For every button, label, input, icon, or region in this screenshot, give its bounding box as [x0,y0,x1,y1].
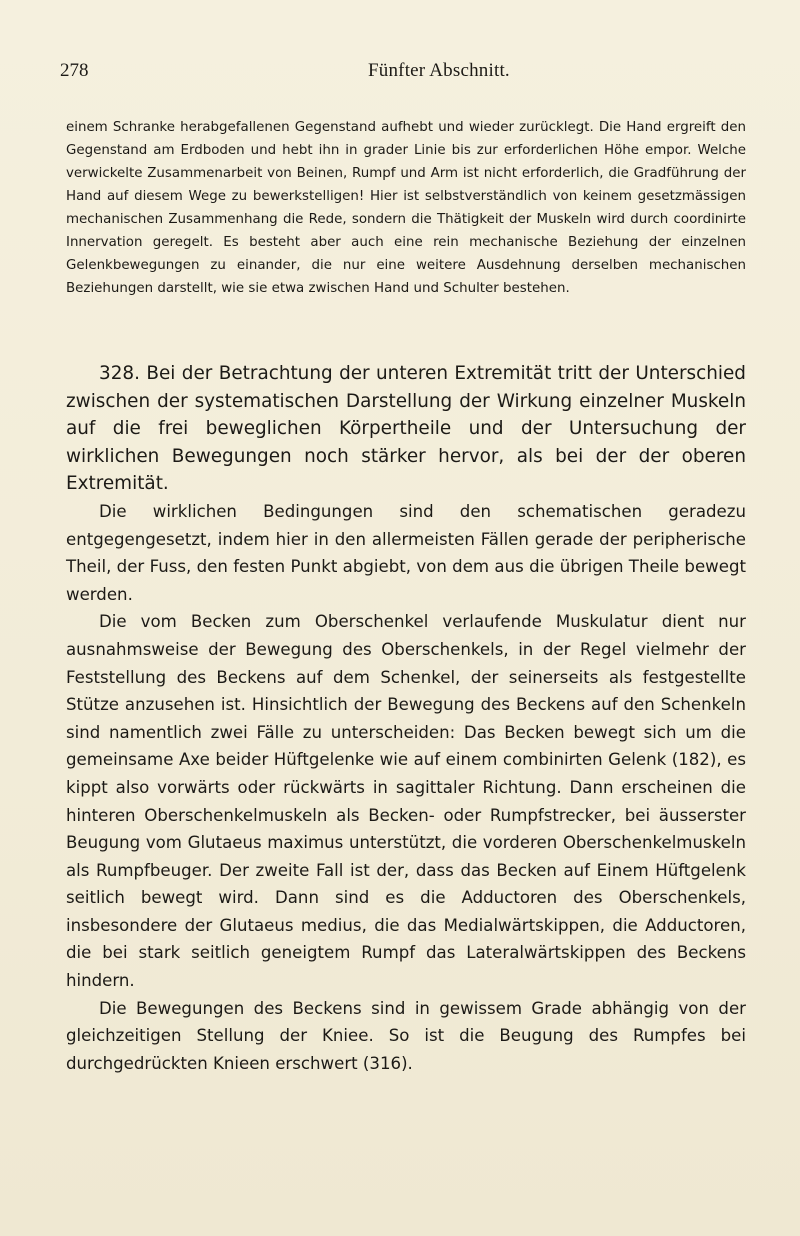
continued-paragraph-block [66,116,746,300]
page-number: 278 [60,60,89,81]
paragraph-section-328-intro: 328. Bei der Betrachtung der unteren Extremität tritt der Unterschied zwischen der systematischen Darstellung der Wirkung einzelner Muskeln auf die frei beweglichen Körpertheile und der Untersuchung der wirklichen Bewegungen noch stärker hervor, als bei der der oberen Extremität. [66,363,746,495]
page-header [60,60,740,90]
paragraph-pelvis-musculature: Die vom Becken zum Oberschenkel verlaufende Muskulatur dient nur ausnahmsweise der Bewegung des Oberschenkels, in der Regel vielmehr der Feststellung des Beckens auf dem Schenkel, der seinerseits als festgestellte Stütze anzusehen ist. Hinsichtlich der Bewegung des Beckens auf den Schenkeln sind namentlich zwei Fälle zu unterscheiden: Das Becken bewegt sich um die gemeinsame Axe beider Hüftgelenke wie auf einem combinirten Gelenk (182), es kippt also vorwärts oder rückwärts in sagittaler Richtung. Dann erscheinen die hinteren Oberschenkelmuskeln als Becken- oder Rumpfstrecker, bei äusserster Beugung vom Glutaeus maximus unterstützt, die vorderen Oberschenkelmuskeln als Rumpfbeuger. Der zweite Fall ist der, dass das Becken auf Einem Hüftgelenk seitlich bewegt wird. Dann sind es die Adductoren des Oberschenkels, insbesondere der Glutaeus medius, die das Medialwärtskippen, die Adductoren, die bei stark seitlich geneigtem Rumpf das Lateralwärtskippen des Beckens hindern. [66,612,746,991]
paragraph-conditions: Die wirklichen Bedingungen sind den schematischen geradezu entgegengesetzt, indem hier in den allermeisten Fällen gerade der peripherische Theil, der Fuss, den festen Punkt abgiebt, von dem aus die übrigen Theile bewegt werden. [66,501,746,604]
section-328 [66,360,746,1077]
paragraph-continued: einem Schranke herabgefallenen Gegenstand aufhebt und wieder zurücklegt. Die Hand ergreift den Gegenstand am Erdboden und hebt ihn in grader Linie bis zur erforderlichen Höhe empor. Welche verwickelte Zusammenarbeit von Beinen, Rumpf und Arm ist nicht erforderlich, die Gradführung der Hand auf diesem Wege zu bewerkstelligen! Hier ist selbstverständlich von keinem gesetzmässigen mechanischen Zusammenhang die Rede, sondern die Thätigkeit der Muskeln wird durch coordinirte Innervation geregelt. Es besteht aber auch eine rein mechanische Beziehung der einzelnen Gelenkbewegungen zu einander, die nur eine weitere Ausdehnung derselben mechanischen Beziehungen darstellt, wie sie etwa zwischen Hand und Schulter bestehen. [66,120,746,296]
running-head: Fünfter Abschnitt. [368,60,510,81]
paragraph-pelvis-movements: Die Bewegungen des Beckens sind in gewissem Grade abhängig von der gleichzeitigen Stellung der Kniee. So ist die Beugung des Rumpfes bei durchgedrückten Knieen erschwert (316). [66,998,746,1073]
